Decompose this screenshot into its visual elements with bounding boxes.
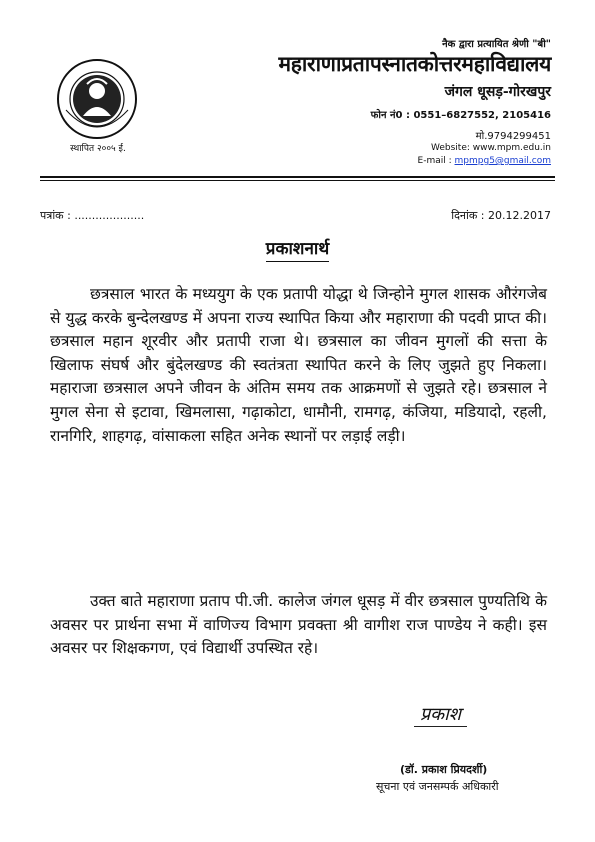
college-emblem-logo bbox=[56, 58, 138, 140]
body-paragraph-2 bbox=[50, 590, 547, 661]
reference-number: पत्रांक : .................... bbox=[40, 209, 145, 222]
signatory-name: (डॉ. प्रकाश प्रियदर्शी) bbox=[400, 763, 488, 776]
college-location: जंगल धूसड़-गोरखपुर bbox=[444, 84, 551, 100]
signatory-designation: सूचना एवं जनसम्पर्क अधिकारी bbox=[376, 780, 499, 793]
website-link[interactable]: Website: www.mpm.edu.in bbox=[430, 143, 551, 153]
header-divider bbox=[40, 176, 555, 178]
phone-numbers: फोन नं0 : 0551–6827552, 2105416 bbox=[370, 110, 551, 121]
mobile-number: मो.9794299451 bbox=[475, 131, 551, 142]
email-line bbox=[418, 156, 551, 166]
accreditation-line: नैक द्वारा प्रत्यायित श्रेणी "बी" bbox=[442, 39, 551, 50]
email-link[interactable]: mpmpg5@gmail.com bbox=[454, 156, 551, 166]
header-divider-thin bbox=[40, 180, 555, 181]
email-label: E-mail : bbox=[417, 156, 455, 166]
college-name: महाराणाप्रतापस्नातकोत्तरमहाविद्यालय bbox=[278, 51, 551, 76]
logo-caption: स्थापित २००५ ई. bbox=[70, 144, 126, 154]
handwritten-signature: प्रकाश bbox=[414, 702, 467, 727]
body-paragraph-1 bbox=[50, 283, 547, 448]
title-text: प्रकाशनार्थ bbox=[266, 239, 329, 262]
paragraph-1-text: छत्रसाल भारत के मध्ययुग के एक प्रतापी योद्धा थे जिन्होने मुगल शासक औरंगजेब से युद्ध करके बुन्देलखण्ड में अपना राज्य स्थापित किया और महाराणा की पदवी प्राप्त की। छत्रसाल महान शूरवीर और प्रतापी राजा थे। छत्रसाल का जीवन मुगलों की सत्ता के खिलाफ संघर्ष और बुंदेलखण्ड की स्वतंत्रता स्थापित करने के लिए जुझते हुए निकला। महाराजा छत्रसाल अपने जीवन के अंतिम समय तक आक्रमणों से जुझते रहे। छत्रसाल ने मुगल सेना से इटावा, खिमलासा, गढ़ाकोटा, धामौनी, रामगढ़, कंजिया, मडियादो, रहली, रानगिरि, शाहगढ़, वांसाकला सहित अनेक स्थानों पर लड़ाई लड़ी। bbox=[50, 285, 547, 445]
letter-title bbox=[0, 236, 595, 259]
paragraph-2-text: उक्त बाते महाराणा प्रताप पी.जी. कालेज जंगल धूसड़ में वीर छत्रसाल पुण्यतिथि के अवसर पर प्रार्थना सभा में वाणिज्य विभाग प्रवक्ता श्री वागीश राज पाण्डेय ने कही। इस अवसर पर शिक्षकगण, एवं विद्यार्थी उपस्थित रहे। bbox=[50, 592, 547, 658]
letter-date: दिनांक : 20.12.2017 bbox=[451, 209, 551, 222]
